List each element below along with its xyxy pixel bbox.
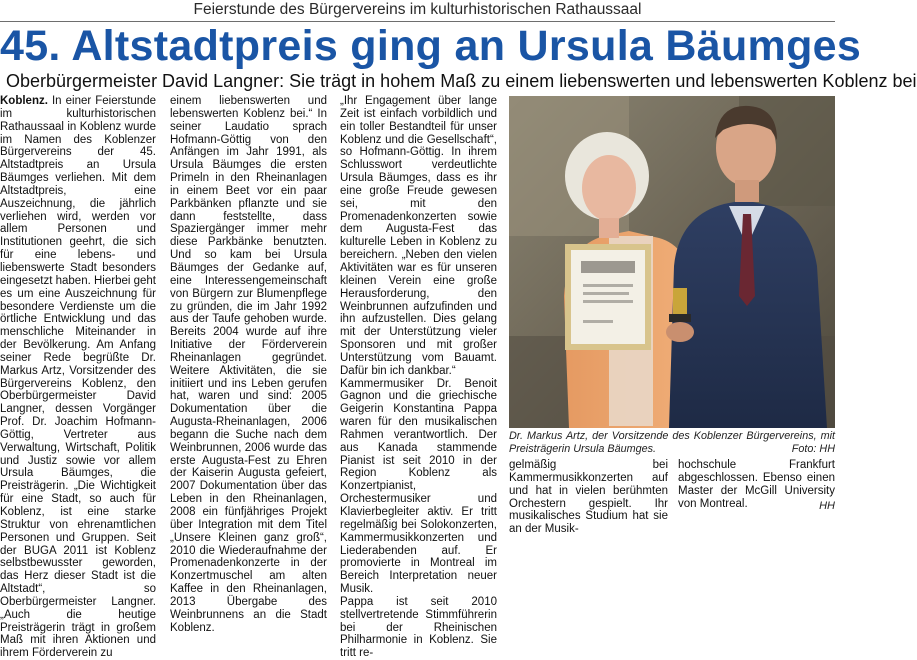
column-3-paragraph-3: Pappa ist seit 2010 stellvertretende Stimmführerin bei der Rheinischen Philharmonie in Koblenz. Sie tritt re- [340, 595, 497, 660]
article-column-2 [170, 95, 327, 634]
photo-credit: Foto: HH [791, 442, 835, 455]
award-photo [509, 96, 835, 428]
kicker: Feierstunde des Bürgervereins im kulturhistorischen Rathaussaal [193, 1, 642, 18]
column-5-text: hochschule Frankfurt abgeschlossen. Ebenso einen Master der McGill University von Montreal. [678, 459, 835, 510]
dateline: Koblenz. [0, 95, 48, 107]
caption-text: Dr. Markus Artz, der Vorsitzende des Koblenzer Bürgervereins, mit Preisträgerin Ursula Bäumges. [509, 430, 835, 455]
column-3-paragraph-2: Kammermusiker Dr. Benoit Gagnon und die griechische Geigerin Konstantina Pappa waren für den musikalischen Rahmen verantwortlich. Der aus Kanada stammende Pianist ist seit 2010 in der Region Koblenz als Konzertpianist, Orchestermusiker und Klavierbegleiter aktiv. Er tritt regelmäßig bei Solokonzerten, Kammermusikkonzerten und Liederabenden auf. Er promovierte in Montreal im Bereich Interpretation neuer Musik. [340, 377, 497, 596]
article-column-3 [340, 95, 497, 660]
column-2-text: einem liebenswerten und lebenswerten Koblenz bei.“ In seiner Laudatio sprach Hofmann-Göttig von den Anfängen im Jahr 1991, als Ursula Bäumges die ersten Primeln in den Rheinanlagen in einem Beet vor ein paar Parkbänken pflanzte und sie dann feststellte, dass Spaziergänger immer mehr diese Parkbänke benutzten. Und so kam bei Ursula Bäumges der Gedanke auf, eine Interessengemeinschaft von Bürgern zur Blumenpflege zu gründen, die im Jahr 1992 aus der Taufe gehoben wurde. Bereits 2004 wurde auf ihre Initiative der Förderverein Rheinanlagen gegründet. Weitere Aktivitäten, die sie initiiert und ins Leben gerufen hat, waren und sind: 2005 Dokumentation über die Augusta-Rheinanlagen, 2006 begann die Suche nach dem Weinbrunnen, 2006 wurde das erste Augusta-Fest zu Ehren der Kaiserin Augusta gefeiert, 2007 Dokumentation über das Leben in den Rheinanlagen, 2008 ein fünfjähriges Projekt über Integration mit dem Titel „Unsere Kleinen ganz groß“, 2010 die Wiederaufnahme der Promenadenkonzerte in der Konzertmuschel am alten Kaffee in den Rheinanlagen, 2013 Übergabe des Weinbrunnens an die Stadt Koblenz. [170, 95, 327, 634]
author-initials: HH [819, 500, 835, 512]
column-3-paragraph-1: „Ihr Engagement über lange Zeit ist einfach vorbildlich und ein toller Bestandteil für unser Koblenz und die Gesellschaft“, so Hofmann-Göttig. In ihrem Schlusswort verdeutlichte Ursula Bäumges, dass es ihr eine große Freude gewesen sei, mit den Promenadenkonzerten sowie dem Augusta-Fest das kulturelle Leben in Koblenz zu bereichern. „Neben den vielen Aktivitäten war es für unseren kleinen Verein eine große Herausforderung, den Weinbrunnen aufzufinden und ihn aufzustellen. Dies gelang mit der Unterstützung vieler Sponsoren und mit großer Unterstützung vom Bauamt. Dafür bin ich dankbar.“ [340, 95, 497, 377]
subheadline: Oberbürgermeister David Langner: Sie trägt in hohem Maß zu einem liebenswerten und lebenswerten Koblenz bei [6, 71, 917, 91]
article-column-1 [0, 95, 156, 660]
column-1-text: In einer Feierstunde im kulturhistorischen Rathaussaal in Koblenz wurde im Namen des Koblenzer Bürgervereins der 45. Altstadtpreis an Ursula Bäumges verliehen. Mit dem Altstadtpreis, eine Auszeichnung, die jährlich verliehen wird, werden vor allem Personen und Institutionen geehrt, die sich für eine lebens- und liebenswerte Stadt besonders eingesetzt haben. Hierbei geht es um eine Auszeichnung für besondere Verdienste um die örtliche Entwicklung und das menschliche Miteinander in der Bevölkerung. Am Anfang seiner Rede begrüßte Dr. Markus Artz, Vorsitzender des Bürgervereins Koblenz, den Oberbürgermeister David Langner, dessen Vorgänger Prof. Dr. Joachim Hofmann-Göttig, Vertreter aus Verwaltung, Wirtschaft, Politik und Justiz sowie vor allem Ursula Bäumges, die Preisträgerin. „Die Wichtigkeit für eine Stadt, so auch für Koblenz, ist eine starke Struktur von ehrenamtlichen Personen und Gruppen. Seit der BUGA 2011 ist Koblenz selbstbewusster geworden, das Herz dieser Stadt ist die Altstadt“, so Oberbürgermeister Langner. „Auch die heutige Preisträgerin trägt in großem Maß mit ihren Aktionen und ihrem Förderverein zu [0, 95, 156, 660]
photo-caption [509, 430, 835, 455]
article-column-4 [509, 459, 668, 536]
column-4-text: gelmäßig bei Kammermusikkonzerten auf und hat in vielen berühmten Orchestern gespielt. Ihr musikalisches Studium hat sie an der Musik- [509, 459, 668, 536]
headline: 45. Altstadtpreis ging an Ursula Bäumges [0, 22, 862, 70]
